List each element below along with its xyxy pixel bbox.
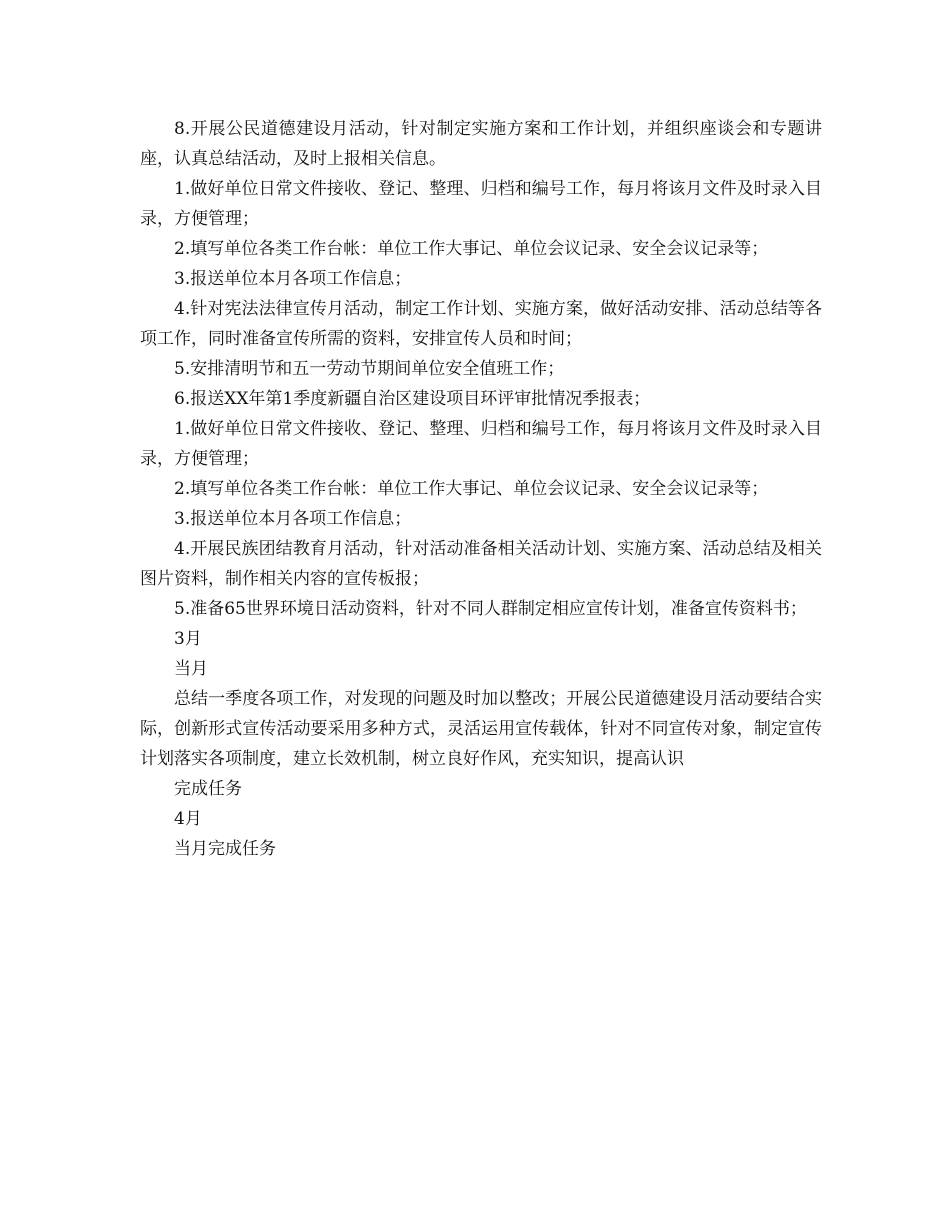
paragraph-file-management: 1.做好单位日常文件接收、登记、整理、归档和编号工作，每月将该月文件及时录入目录，方便管理； — [140, 179, 822, 229]
paragraph-current-month: 当月 — [174, 659, 208, 679]
paragraph-environment-day: 5.准备65世界环境日活动资料，针对不同人群制定相应宣传计划，准备宣传资料书； — [174, 599, 807, 619]
paragraph-monthly-report-2: 3.报送单位本月各项工作信息； — [174, 509, 412, 529]
paragraph-holiday-duty: 5.安排清明节和五一劳动节期间单位安全值班工作； — [174, 359, 565, 379]
paragraph-public-morality-month: 8.开展公民道德建设月活动，针对制定实施方案和工作计划，并组织座谈会和专题讲座，认真总结活动，及时上报相关信息。 — [140, 119, 822, 169]
paragraph-constitution-month: 4.针对宪法法律宣传月活动，制定工作计划、实施方案，做好活动安排、活动总结等各项工作，同时准备宣传所需的资料，安排宣传人员和时间； — [140, 299, 822, 349]
paragraph-ethnic-unity-month: 4.开展民族团结教育月活动，针对活动准备相关活动计划、实施方案、活动总结及相关图片资料，制作相关内容的宣传板报； — [140, 539, 822, 589]
paragraph-monthly-report: 3.报送单位本月各项工作信息； — [174, 269, 412, 289]
paragraph-march: 3月 — [174, 629, 202, 649]
paragraph-file-management-2: 1.做好单位日常文件接收、登记、整理、归档和编号工作，每月将该月文件及时录入目录，方便管理； — [140, 419, 822, 469]
paragraph-work-ledger-2: 2.填写单位各类工作台帐：单位工作大事记、单位会议记录、安全会议记录等； — [174, 479, 769, 499]
paragraph-current-month-complete: 当月完成任务 — [174, 839, 276, 859]
paragraph-quarter-summary: 总结一季度各项工作，对发现的问题及时加以整改；开展公民道德建设月活动要结合实际，创新形式宣传活动要采用多种方式，灵活运用宣传载体，针对不同宣传对象，制定宣传计划落实各项制度，建立长效机制，树立良好作风，充实知识，提高认识 — [140, 689, 822, 769]
paragraph-april: 4月 — [174, 809, 202, 829]
paragraph-quarterly-report: 6.报送XX年第1季度新疆自治区建设项目环评审批情况季报表； — [174, 389, 651, 409]
paragraph-complete-task: 完成任务 — [174, 779, 242, 799]
paragraph-work-ledger: 2.填写单位各类工作台帐：单位工作大事记、单位会议记录、安全会议记录等； — [174, 239, 769, 259]
